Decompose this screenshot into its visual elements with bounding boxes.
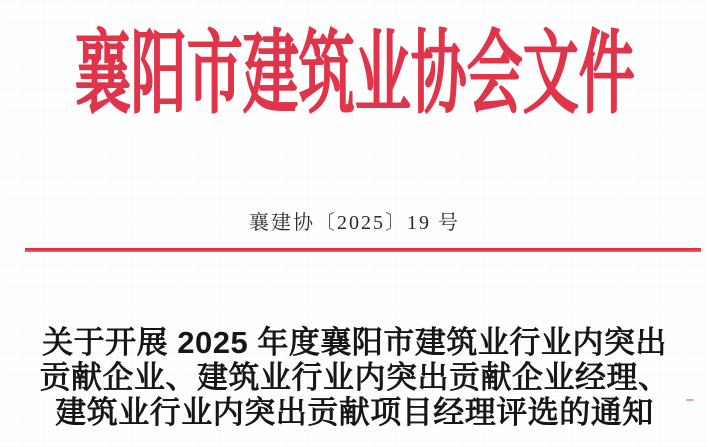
document-number: 襄建协〔2025〕19 号 bbox=[249, 212, 460, 234]
notice-title-line-2: 贡献企业、建筑业行业内突出贡献企业经理、 bbox=[39, 360, 670, 395]
notice-title-line-3: 建筑业行业内突出贡献项目经理评选的通知 bbox=[55, 395, 654, 430]
scan-artifact bbox=[686, 399, 694, 401]
notice-title-line-1: 关于开展 2025 年度襄阳市建筑业行业内突出 bbox=[42, 325, 667, 360]
notice-title bbox=[0, 325, 709, 430]
red-divider-line bbox=[25, 248, 701, 252]
document-header-title: 襄阳市建筑业协会文件 bbox=[74, 25, 635, 126]
